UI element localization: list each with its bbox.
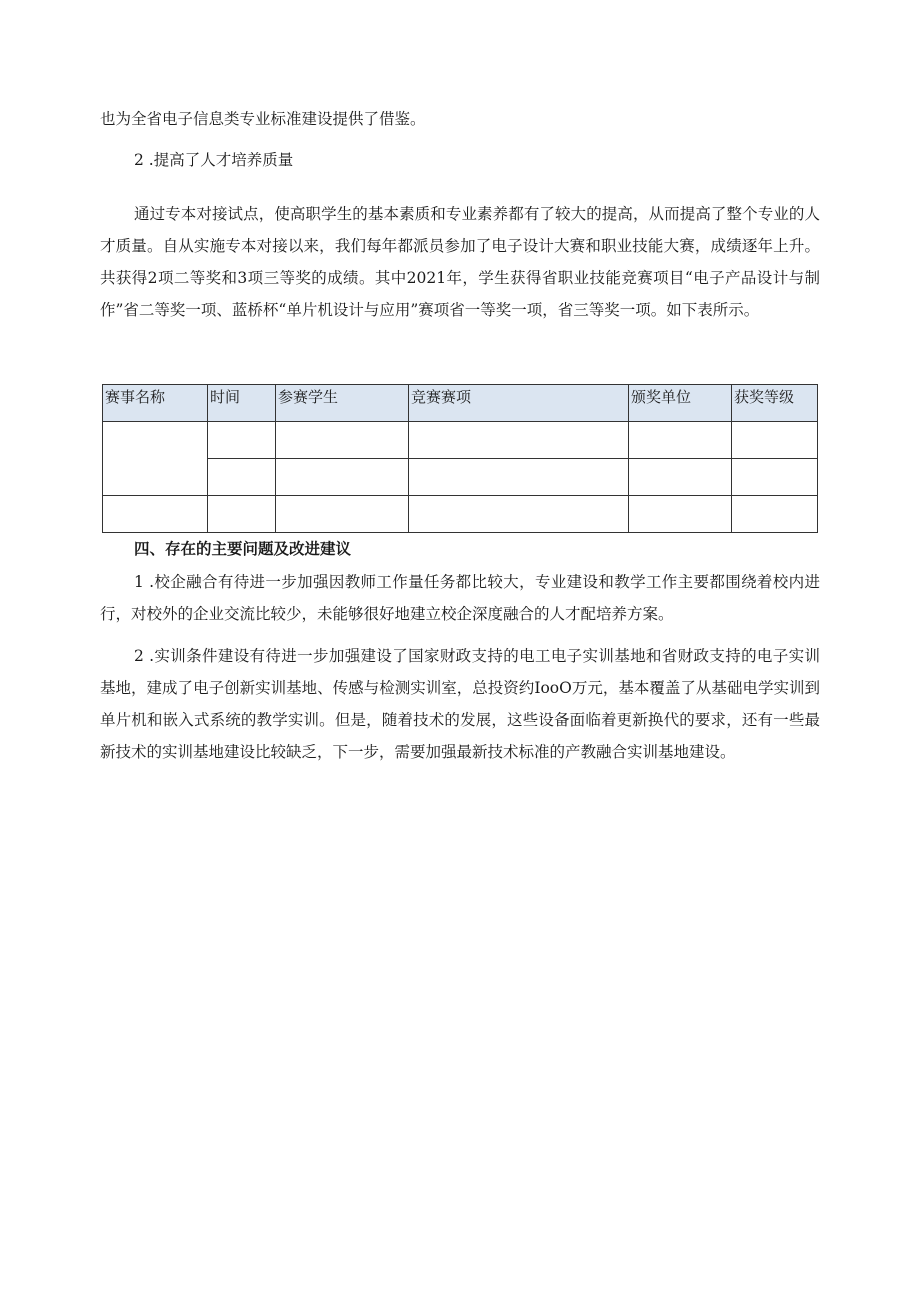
- table-cell: [409, 459, 629, 496]
- subheading-talent-quality: 2 .提高了人才培养质量: [134, 151, 294, 169]
- awards-table: [102, 384, 818, 533]
- paragraph-continuation: 也为全省电子信息类专业标准建设提供了借鉴。: [100, 110, 426, 128]
- table-cell: [208, 422, 276, 459]
- paragraph-issue-2: 2 .实训条件建设有待进一步加强建设了国家财政支持的电工电子实训基地和省财政支持的电子实训基地，建成了电子创新实训基地、传感与检测实训室，总投资约IooO万元，基本覆盖了从基础电学实训到单片机和嵌入式系统的教学实训。但是，随着技术的发展，这些设备面临着更新换代的要求，还有一些最新技术的实训基地建设比较缺乏，下一步，需要加强最新技术标准的产教融合实训基地建设。: [100, 647, 820, 761]
- table-cell: [208, 459, 276, 496]
- table-cell: [276, 422, 409, 459]
- header-participants: 参赛学生: [276, 385, 409, 422]
- table-cell: [103, 496, 208, 533]
- paragraph-talent-quality: 通过专本对接试点，使高职学生的基本素质和专业素养都有了较大的提高，从而提高了整个专业的人才质量。自从实施专本对接以来，我们每年都派员参加了电子设计大赛和职业技能大赛，成绩逐年上升。共获得2项二等奖和3项三等奖的成绩。其中2021年，学生获得省职业技能竞赛项目“电子产品设计与制作”省二等奖一项、蓝桥杯“单片机设计与应用”赛项省一等奖一项，省三等奖一项。如下表所示。: [100, 205, 820, 319]
- table-row: [103, 496, 818, 533]
- table-cell: [276, 496, 409, 533]
- table-cell: [629, 422, 732, 459]
- table-cell: [732, 459, 818, 496]
- header-event-name: 赛事名称: [103, 385, 208, 422]
- table-cell: [732, 496, 818, 533]
- header-time: 时间: [208, 385, 276, 422]
- table-row: [103, 422, 818, 459]
- table-cell: [276, 459, 409, 496]
- table-cell: [732, 422, 818, 459]
- table-cell: [409, 496, 629, 533]
- table-cell: [629, 459, 732, 496]
- table-row: [103, 459, 818, 496]
- table-header-row: [103, 385, 818, 422]
- header-competition-item: 竞赛赛项: [409, 385, 629, 422]
- paragraph-issue-1: 1 .校企融合有待进一步加强因教师工作量任务都比较大，专业建设和教学工作主要都围绕着校内进行，对校外的企业交流比较少，未能够很好地建立校企深度融合的人才配培养方案。: [100, 573, 820, 623]
- header-awarding-unit: 颁奖单位: [629, 385, 732, 422]
- table-cell: [208, 496, 276, 533]
- section-heading-issues: 四、存在的主要问题及改进建议: [134, 540, 352, 558]
- header-award-level: 获奖等级: [732, 385, 818, 422]
- table-cell: [629, 496, 732, 533]
- table-cell: [103, 422, 208, 496]
- table-cell: [409, 422, 629, 459]
